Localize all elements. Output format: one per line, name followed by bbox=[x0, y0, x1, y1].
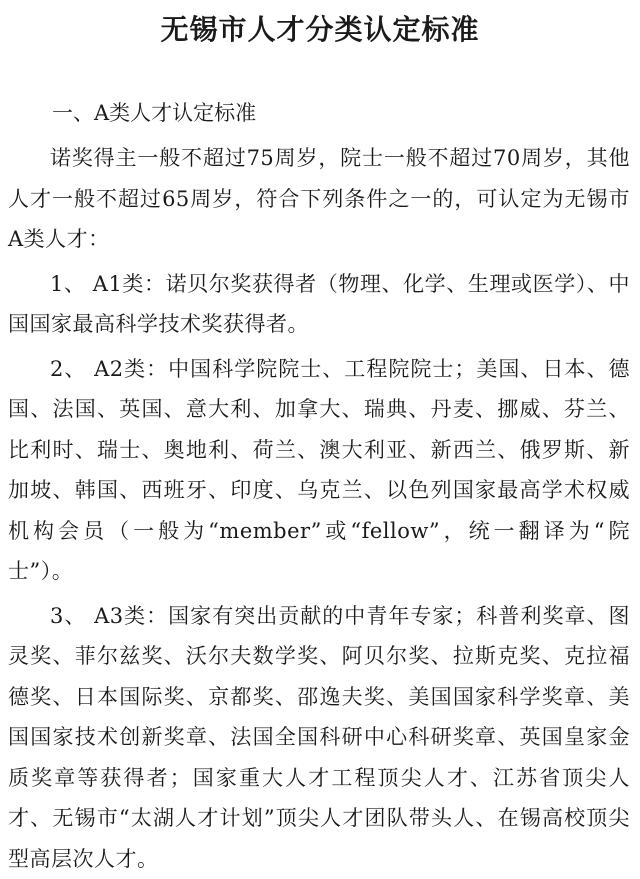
document-title: 无锡市人才分类认定标准 bbox=[160, 13, 480, 46]
section-heading: 一、A类人才认定标准 bbox=[52, 101, 257, 125]
paragraph-a2: 2、 A2类：中国科学院院士、工程院院士；美国、日本、德国、法国、英国、意大利、加拿大、瑞典、丹麦、挪威、芬兰、比利时、瑞士、奥地利、荷兰、澳大利亚、新西兰、俄罗斯、新加坡、韩国、西班牙、印度、乌克兰、以色列国家最高学术权威机构会员（一般为“member”或“fellow”，统一翻译为“院士”）。 bbox=[8, 356, 630, 583]
document-body bbox=[8, 138, 630, 879]
paragraph-intro: 诺奖得主一般不超过75周岁，院士一般不超过70周岁，其他人才一般不超过65周岁，符合下列条件之一的，可认定为无锡市A类人才： bbox=[8, 146, 630, 251]
paragraph-a3: 3、 A3类：国家有突出贡献的中青年专家；科普利奖章、图灵奖、菲尔兹奖、沃尔夫数学奖、阿贝尔奖、拉斯克奖、克拉福德奖、日本国际奖、京都奖、邵逸夫奖、美国国家科学奖章、美国国家技术创新奖章、法国全国科研中心科研奖章、英国皇家金质奖章等获得者；国家重大人才工程顶尖人才、江苏省顶尖人才、无锡市“太湖人才计划”顶尖人才团队带头人、在锡高校顶尖型高层次人才。 bbox=[8, 603, 630, 871]
paragraph-a1: 1、 A1类：诺贝尔奖获得者（物理、化学、生理或医学）、中国国家最高科学技术奖获得者。 bbox=[8, 271, 630, 336]
